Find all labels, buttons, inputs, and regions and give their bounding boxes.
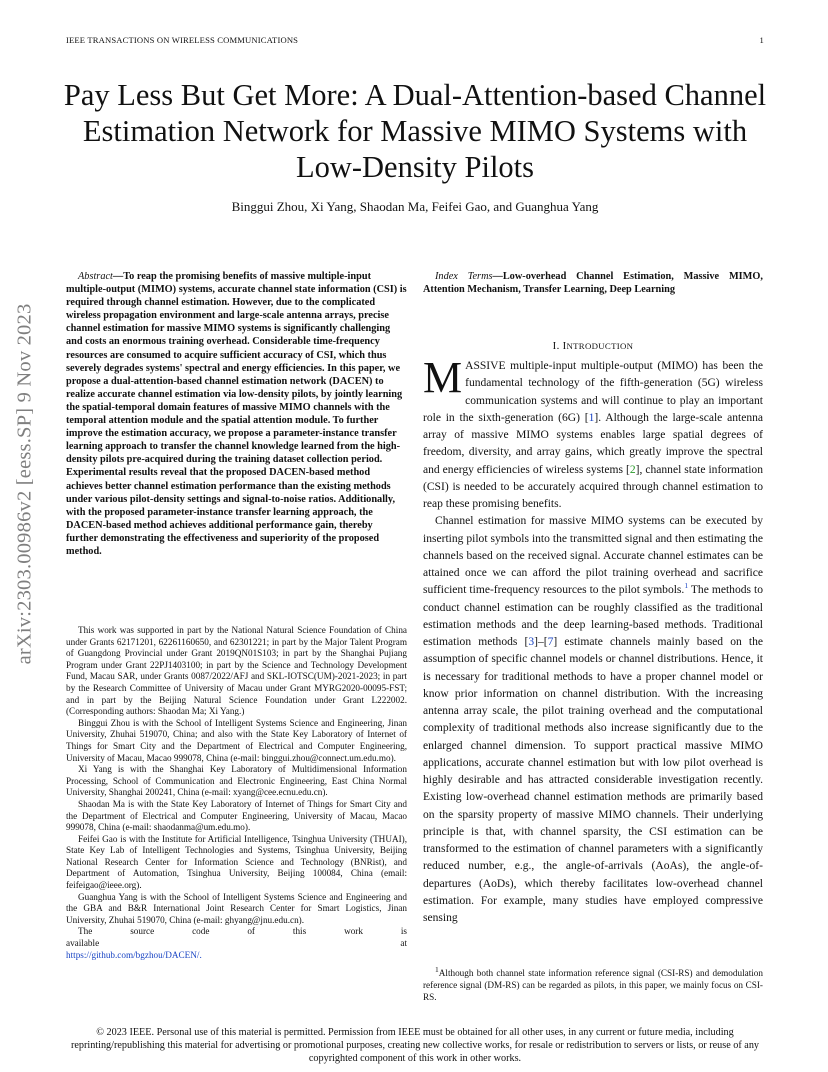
affiliation-yang-xi: Xi Yang is with the Shanghai Key Laboratory of Multidimensional Information Processing, School of Communication and Electronic Engineering, East China Normal University, Shanghai 200241, China (e-mail: xyang@cee.ecnu.edu.cn). <box>66 764 407 798</box>
citation-link[interactable]: 7 <box>547 636 554 648</box>
affiliation-ma: Shaodan Ma is with the State Key Laboratory of Internet of Things for Smart City and the Department of Electrical and Computer Engineering, University of Macau, Macao 999078, China (e-mail: shaodanma@um.edu.mo). <box>66 798 407 833</box>
page-number: 1 <box>759 35 764 45</box>
abstract <box>66 270 407 558</box>
copyright-notice: © 2023 IEEE. Personal use of this material is permitted. Permission from IEEE must be obtained for all other uses, in any current or future media, including reprinting/republishing this material for advertising or promotional purposes, creating new collective works, for resale or redistribution to servers or lists, or reuse of any copyrighted component of this work in other works. <box>70 1027 760 1065</box>
index-terms <box>423 270 763 297</box>
arxiv-id: arXiv:2303.00986v2 [eess.SP] 9 Nov 2023 <box>13 303 36 665</box>
introduction-body <box>423 353 763 927</box>
abstract-label: Abstract <box>78 271 113 282</box>
section-title-rest: NTRODUCTION <box>566 341 634 351</box>
citation-link[interactable]: 2 <box>629 463 636 476</box>
running-header <box>66 35 764 45</box>
arxiv-stamp <box>6 284 44 684</box>
intro-paragraph-1: MASSIVE multiple-input multiple-output (MIMO) has been the fundamental technology of the fifth-generation (5G) wireless communication systems and will continue to play an important role in the sixth-generation (6G) [1]. Although the large-scale antenna array of massive MIMO systems enables large spatial degrees of freedom, diversity, and array gains, which greatly improve the spectral and energy efficiencies of wireless systems [2], channel state information (CSI) is needed to be accurately acquired through channel estimation to reap these promising benefits. <box>423 353 763 510</box>
author-list: Binggui Zhou, Xi Yang, Shaodan Ma, Feifei Gao, and Guanghua Yang <box>231 199 599 214</box>
abstract-text: —To reap the promising benefits of massive multiple-input multiple-output (MIMO) systems, accurate channel state information (CSI) is required through channel estimation. However, due to the complicated wireless propagation environment and large-scale antenna arrays, precise channel estimation for massive MIMO systems is significantly challenging and costs an enormous training overhead. Considerable time-frequency resources are consumed to acquire sufficient accuracy of CSI, which thus severely degrades systems' spectral and energy efficiencies. In this paper, we propose a dual-attention-based channel estimation network (DACEN) to realize accurate channel estimation via low-density pilots, by jointly learning the spatial-temporal domain features of massive MIMO channels with the temporal attention module and the spatial attention module. To further improve the estimation accuracy, we propose a parameter-instance transfer learning approach to transfer the channel knowledge learned from the high-density pilots pre-acquired during the training dataset collection period. Experimental results reveal that the proposed DACEN-based method achieves better channel estimation performance than the existing methods under various pilot-density settings and signal-to-noise ratios. Additionally, with the proposed parameter-instance transfer learning approach, the DACEN-based method achieves additional performance gain, thereby further demonstrating the effectiveness and superiority of the proposed method. <box>66 271 407 557</box>
paper-title: Pay Less But Get More: A Dual-Attention-based Channel Estimation Network for Massive MIMO Systems with Low-Density Pilots <box>63 78 767 184</box>
affiliation-zhou: Binggui Zhou is with the School of Intelligent Systems Science and Engineering, Jinan University, Zhuhai 519070, China; and also with the State Key Laboratory of Internet of Things for Smart City and the Department of Electrical and Computer Engineering, University of Macau, Macao 999078, China (e-mail: binggui.zhou@connect.um.edu.mo). <box>66 717 407 763</box>
footnote-1-text: Although both channel state information reference signal (CSI-RS) and demodulation reference signal (DM-RS) can be regarded as pilots, in this paper, we mainly focus on CSI-RS. <box>423 968 763 1002</box>
section-title-first: I <box>562 340 567 352</box>
affiliation-gao: Feifei Gao is with the Institute for Artificial Intelligence, Tsinghua University (THUAI), State Key Lab of Intelligent Technologies and Systems, Tsinghua University, Beijing National Research Center for Information Science and Technology (BNRist), and Department of Automation, Tsinghua University, Beijing 100084, China (email: feifeigao@ieee.org). <box>66 833 407 891</box>
footnote-1-mark: 1 <box>435 964 439 974</box>
index-terms-text: —Low-overhead Channel Estimation, Massive MIMO, Attention Mechanism, Transfer Learning, Deep Learning <box>423 271 763 296</box>
source-code-link[interactable]: https://github.com/bgzhou/DACEN/. <box>66 949 202 960</box>
affiliation-yang-guanghua: Guanghua Yang is with the School of Intelligent Systems Science and Engineering and the GBA and B&R International Joint Research Center for Smart Logistics, Jinan University, Zhuhai 519070, China (e-mail: ghyang@jnu.edu.cn). <box>66 891 407 925</box>
intro-paragraph-2: Channel estimation for massive MIMO systems can be executed by inserting pilot symbols into the transmitted signal and then estimating the channels based on the received signal. Accurate channel estimates can be attained once we can afford the pilot training overhead and sacrifice sufficient time-frequency resources to the pilot symbols.$^1$ The methods to conduct channel estimation can be roughly classified as the traditional estimation methods and the deep learning-based methods. Traditional estimation methods [3]–[7] estimate channels mainly based on the assumption of specific channel models or channel distributions. Hence, it is necessary for traditional methods to have a proper channel model or know prior information on channel distribution. With the increasing antenna array scale, the pilot training overhead and the computational complexity of traditional methods also increase significantly due to the enlarged channel dimension. To support practical massive MIMO applications, accurate channel estimation but with low pilot overhead is highly desirable and has attracted considerable investigation recently. Existing low-overhead channel estimation methods are primarily based on the sparsity property of massive MIMO channels. Their underlying principle is that, with channel sparsity, the CSI estimation can be transformed to the estimation of channel parameters with a significantly reduced number, e.g., the angle-of-arrivals (AoAs), the angle-of-departures (AoDs), which thereby facilitates low-overhead channel estimation. For example, many studies have employed compressive sensing <box>423 515 763 924</box>
footnote-marker[interactable]: 1 <box>684 581 689 591</box>
source-code-text: The source code of this work is available at <box>66 926 407 949</box>
funding-note: This work was supported in part by the National Natural Science Foundation of China under Grants 62171201, 62261160650, and 62301221; in part by the Major Talent Program of Guangdong Provincial under Grant 2019QN01S103; in part by the Shanghai Pujiang Program under Grant 22PJ1403100; in part by the Science and Technology Development Fund, Macau SAR, under Grants 0087/2022/AFJ and SKL-IOTSC(UM)-2021-2023; in part by the Research Committee of University of Macau under Grant MYRG2020-00095-FST; and in part by the Beijing Natural Science Foundation under Grant L222002. (Corresponding authors: Shaodan Ma; Xi Yang.) <box>66 625 407 717</box>
source-code-note <box>66 926 407 949</box>
citation-link[interactable]: 1 <box>588 411 595 424</box>
section-heading <box>423 340 763 352</box>
section-numeral: I. <box>552 340 560 352</box>
drop-cap: M <box>423 353 463 402</box>
index-terms-label: Index Terms <box>435 271 493 282</box>
journal-name: IEEE TRANSACTIONS ON WIRELESS COMMUNICATIONS <box>66 35 299 45</box>
footnote-1 <box>423 964 763 1003</box>
affiliation-footnotes <box>66 625 407 961</box>
citation-link[interactable]: 3 <box>528 636 535 648</box>
